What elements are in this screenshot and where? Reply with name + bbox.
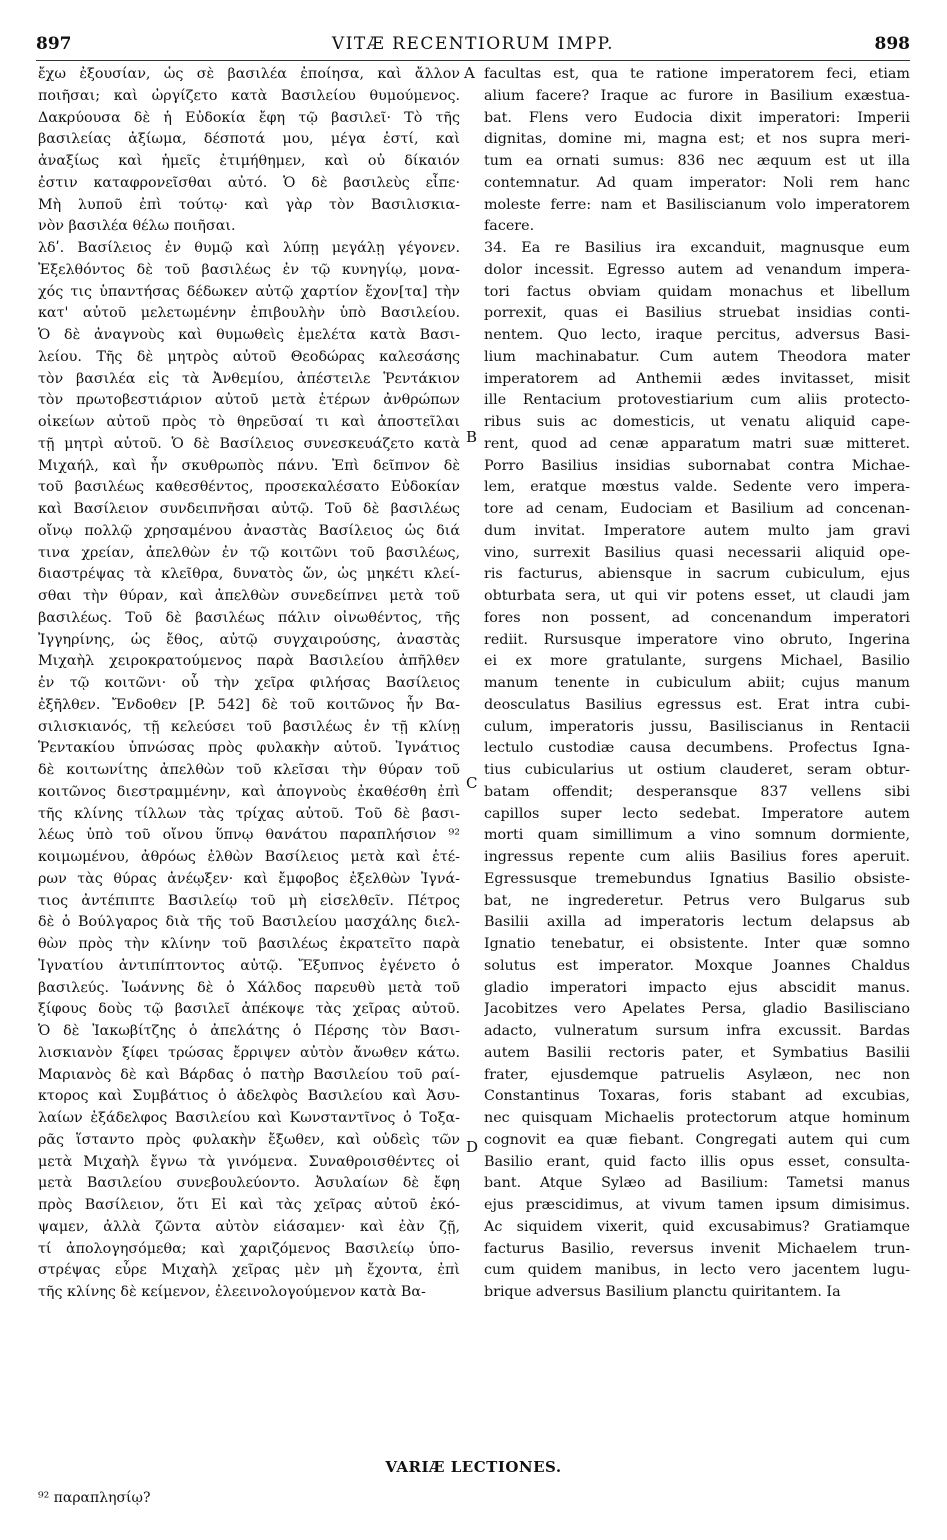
text-line: κτορος καὶ Συμβάτιος ὁ ἀδελφὸς Βασιλείου καὶ Ἀσυ- (38, 1088, 460, 1105)
text-line: Μαριανὸς δὲ καὶ Βάρδας ὁ πατὴρ Βασιλείου τοῦ ραί- (38, 1066, 460, 1083)
greek-column (38, 64, 460, 1304)
text-line: alium facere? Iraque ac furore in Basilium exæstua- (484, 87, 910, 104)
text-line: ejus præscidimus, at vivum tamen ipsum dimisimus. (484, 1197, 910, 1213)
text-line: nec quisquam Michaelis protectorum atque hominum (484, 1110, 910, 1126)
text-line: 34. Ea re Basilius ira excanduit, magnusque eum (484, 240, 910, 256)
header-rule (36, 60, 910, 61)
text-line: λδʹ. Βασίλειος ἐν θυμῷ καὶ λύπῃ μεγάλῃ γέγονεν. (38, 240, 460, 256)
text-line: δὲ ὁ Βούλγαρος διὰ τῆς τοῦ Βασιλείου μασχάλης διελ- (38, 914, 460, 931)
text-line: οἴνῳ πολλῷ χρησαμένου ἀναστὰς Βασίλειος ὡς διά (38, 522, 460, 539)
text-line: ἐστιν καταφρονεῖσθαι αὐτό. Ὁ δὲ βασιλεὺς εἶπε· (38, 174, 460, 191)
text-line: λαίων ἐξάδελφος Βασιλείου καὶ Κωνσταντῖνος ὁ Τοξα- (38, 1110, 460, 1126)
text-line: dum invitat. Imperatore autem multo jam gravi (484, 522, 910, 539)
text-line: batam offendit; desperansque 837 vellens sibi (484, 783, 910, 800)
text-line: porrexit, quas ei Basilius struebat insidias conti- (484, 305, 910, 322)
text-line: πρὸς Βασίλειον, ὅτι Εἰ καὶ τὰς χεῖρας αὐτοῦ ἐκό- (38, 1197, 460, 1213)
text-line: τοῦ βασιλέως καθεσθέντος, προσεκαλέσατο Εὐδοκίαν (38, 479, 460, 496)
text-line: Ὁ δὲ ἀναγνοὺς καὶ θυμωθεὶς ἐμελέτα κατὰ Βασι- (38, 327, 460, 343)
text-line: τιος ἀντέπιπτε Βασιλείῳ τοῦ μὴ εἰσελθεῖν. Πέτρος (38, 892, 460, 909)
text-line: fores non possent, ad concenandum imperatori (484, 609, 910, 626)
text-line: rediit. Rursusque imperatore vino obruto, Ingerina (484, 631, 910, 648)
text-line: ἔχω ἐξουσίαν, ὡς σὲ βασιλέα ἐποίησα, καὶ ἄλλον (38, 66, 460, 82)
text-line: ingressus repente cum aliis Basilius fores aperuit. (484, 849, 910, 865)
text-line: bant. Atque Sylæo ad Basilium: Tametsi manus (484, 1175, 910, 1192)
footnote: ⁹² παραπλησίῳ? (38, 1490, 151, 1506)
text-line: culum, imperatoris jussu, Basiliscianus in Rentacii (484, 718, 910, 735)
text-line: ille Rentacium protovestiarium cum aliis protecto- (484, 392, 910, 409)
text-line: tori factus obviam quidam monachus et libellum (484, 283, 910, 300)
text-line: tum ea ornati sumus: 836 nec æquum est ut illa (484, 153, 910, 169)
text-line: lem, eratque mœstus valde. Sedente vero impera- (484, 479, 910, 496)
text-line: οἰκείων αὐτοῦ πρὸς τὸ θηρεῦσαί τι καὶ ἀποστεῖλαι (38, 414, 460, 430)
text-line: ἐν τῷ κοιτῶνι· οὗ τὴν χεῖρα φιλήσας Βασίλειος (38, 675, 460, 691)
text-line: contemnatur. Ad quam imperator: Noli rem hanc (484, 174, 910, 191)
text-line: τὸν βασιλέα εἰς τὰ Ἀνθεμίου, ἀπέστειλε Ῥεντάκιον (38, 370, 460, 387)
text-line: Porro Basilius insidias subornabat contra Michae- (484, 457, 910, 474)
text-line: lium machinabatur. Cum autem Theodora mater (484, 348, 910, 365)
text-line: σθαι τὴν θύραν, καὶ ἀπελθὼν συνεδείπνει μετὰ τοῦ (38, 588, 460, 604)
text-line: morti quam simillimum a vino somnum dormiente, (484, 827, 910, 844)
text-line: τῆς κλίνης δὲ κείμενον, ἐλεεινολογούμενον κατὰ Βα- (38, 1284, 426, 1300)
text-line: bat, ne ingrederetur. Petrus vero Bulgarus sub (484, 892, 910, 909)
text-line: λισκιανὸν ξίφει τρώσας ἔρριψεν αὐτὸν ἄνωθεν κάτω. (38, 1044, 460, 1061)
text-line: gladio imperatori impacto ejus abscidit manus. (484, 979, 910, 996)
text-line: βασιλεύς. Ἰωάννης δὲ ὁ Χάλδος παρευθὺ μετὰ τοῦ (38, 979, 460, 996)
text-line: capillos super lecto sedebat. Imperatore autem (484, 805, 910, 822)
text-line: διαστρέψας τὰ κλεῖθρα, δυνατὸς ὤν, ὡς μηκέτι κλεί- (38, 566, 460, 583)
text-line: nentem. Quo lecto, iraque percitus, adversus Basi- (484, 327, 910, 343)
text-line: frater, ejusdemque patruelis Asylæon, nec non (484, 1066, 910, 1083)
text-line: Ἰγνατίου ἀντιπίπτοντος αὐτῷ. Ἔξυπνος ἐγένετο ὁ (38, 957, 460, 974)
text-line: Ignatio tenebatur, ei obsistente. Inter quæ somno (484, 936, 910, 952)
section-marker-b: B (466, 428, 478, 446)
text-line: solutus est imperator. Moxque Joannes Chaldus (484, 957, 910, 974)
text-line: tius cubicularius ut ostium clauderet, seram obtur- (484, 762, 910, 778)
section-marker-d: D (466, 1138, 479, 1156)
latin-column (484, 64, 910, 1304)
text-line: Basilii axilla ad imperatoris lectum delapsus ab (484, 914, 910, 931)
text-line: στρέψας εὗρε Μιχαὴλ χεῖρας μὲν μὴ ἔχοντα, ἐπὶ (38, 1262, 460, 1279)
text-line: ἐξῆλθεν. Ἔνδοθεν [P. 542] δὲ τοῦ κοιτῶνος ἦν Βα- (38, 696, 460, 713)
section-marker-a: A (464, 64, 475, 82)
text-line: ρᾶς ἵσταντο πρὸς φυλακὴν ἔξωθεν, καὶ οὐδεὶς τῶν (38, 1131, 460, 1148)
text-line: λείου. Τῆς δὲ μητρὸς αὐτοῦ Θεοδώρας καλεσάσης (38, 348, 460, 365)
page-number-left: 897 (36, 34, 72, 54)
text-line: Jacobitzes vero Apelates Persa, gladio Basilisciano (484, 1001, 910, 1018)
text-line: ei ex more gratulante, surgens Michael, Basilio (484, 653, 910, 670)
text-line: dignitas, domine mi, magna est; et nos supra meri- (484, 131, 910, 148)
text-line: τῆς κλίνης τίλλων τὰς τρίχας αὐτοῦ. Τοῦ δὲ βασι- (38, 805, 460, 822)
text-line: moleste ferre: nam et Basiliscianum volo imperatorem (484, 196, 910, 213)
text-line: τί ἀπολογησόμεθα; καὶ χαριζόμενος Βασιλείῳ ὑπο- (38, 1240, 460, 1257)
text-line: θὼν πρὸς τὴν κλίνην τοῦ βασιλέως ἐκρατεῖτο παρὰ (38, 936, 460, 952)
text-line: κοιμωμένου, ἀθρόως ἐλθὼν Βασίλειος μετὰ καὶ ἑτέ- (38, 849, 460, 865)
text-line: λέως ὑπὸ τοῦ οἴνου ὕπνῳ θανάτου παραπλήσιον ⁹² (38, 827, 460, 844)
text-line: ποιῆσαι; καὶ ὠργίζετο κατὰ Βασιλείου θυμούμενος. (38, 87, 460, 104)
text-line: imperatorem ad Anthemii ædes invitasset, misit (484, 370, 910, 387)
text-line: σιλισκιανός, τῇ κελεύσει τοῦ βασιλέως ἐν τῇ κλίνῃ (38, 718, 460, 735)
text-line: cognovit ea quæ fiebant. Congregati autem qui cum (484, 1131, 910, 1148)
running-header (36, 34, 910, 58)
text-line: χός τις ὑπαντήσας δέδωκεν αὐτῷ χαρτίον ἔχον[τα] τὴν (38, 283, 460, 300)
text-line: facere. (484, 218, 535, 235)
text-line: μετὰ Βασιλείου συνεβουλεύοντο. Ἀσυλαίων δὲ ἔφη (38, 1175, 460, 1192)
text-line: ribus suis ac domesticis, ut venatu aliquid cape- (484, 414, 910, 430)
variae-lectiones-heading: VARIÆ LECTIONES. (385, 1458, 562, 1476)
section-marker-c: C (466, 774, 478, 792)
text-line: τινα χρείαν, ἀπελθὼν ἐν τῷ κοιτῶνι τοῦ βασιλέως, (38, 544, 460, 561)
text-line: dolor incessit. Egresso autem ad venandum impera- (484, 261, 910, 278)
text-line: obturbata sera, ut qui vir potens esset, ut claudi jam (484, 588, 910, 604)
text-line: Μιχαήλ, καὶ ἦν σκυθρωπὸς πάνυ. Ἐπὶ δεῖπνον δὲ (38, 457, 460, 474)
text-line: facultas est, qua te ratione imperatorem feci, etiam (484, 66, 910, 82)
text-line: τῇ μητρὶ αὐτοῦ. Ὁ δὲ Βασίλειος συνεσκευάζετο κατὰ (38, 435, 460, 452)
text-line: Ἐξελθόντος δὲ τοῦ βασιλέως ἐν τῷ κυνηγίῳ, μονα- (38, 261, 460, 278)
text-line: manum tenente in cubiculum abiit; cujus manum (484, 675, 910, 691)
text-line: βασιλείας ἀξίωμα, δέσποτά μου, μέγα ἐστί, καὶ (38, 131, 460, 148)
text-line: ἀναξίως καὶ ἡμεῖς ἐτιμήθημεν, καὶ οὐ δίκαιόν (38, 153, 460, 169)
text-line: adacto, vulneratum sursum infra excussit. Bardas (484, 1023, 910, 1039)
text-line: νὸν βασιλέα θέλω ποιῆσαι. (38, 218, 236, 235)
text-line: ψαμεν, ἀλλὰ ζῶντα αὐτὸν εἰάσαμεν· καὶ ἐὰν ζῇ, (38, 1218, 460, 1235)
text-line: δὲ κοιτωνίτης ἀπελθὼν τοῦ κλεῖσαι τὴν θύραν τοῦ (38, 762, 460, 778)
text-line: facturus Basilio, reversus invenit Michaelem trun- (484, 1240, 910, 1257)
text-line: βασιλέως. Τοῦ δὲ βασιλέως πάλιν οἰνωθέντος, τῆς (38, 609, 460, 626)
text-line: brique adversus Basilium planctu quiritantem. Ia (484, 1284, 841, 1300)
text-line: Μιχαὴλ χειροκρατούμενος παρὰ Βασιλείου ἀπῆλθεν (38, 653, 460, 670)
page-number-right: 898 (874, 34, 910, 54)
text-line: κατ' αὐτοῦ μελετωμένην ἐπιβουλὴν ὑπὸ Βασιλείου. (38, 305, 460, 322)
text-line: ρων τὰς θύρας ἀνέῳξεν· καὶ ἔμφοβος ἐξελθὼν Ἰγνά- (38, 870, 460, 887)
text-line: cum quidem manibus, in lecto vero jacentem lugu- (484, 1262, 910, 1279)
text-line: tore ad cenam, Eudociam et Basilium ad concenan- (484, 501, 910, 517)
text-line: μετὰ Μιχαὴλ ἔγνω τὰ γινόμενα. Συναθροισθέντες οἱ (38, 1153, 460, 1170)
text-line: Ἰγγηρίνης, ὡς ἔθος, αὐτῷ συγχαιρούσης, ἀναστὰς (38, 631, 460, 648)
text-line: τὸν πρωτοβεστιάριον αὐτοῦ μετὰ ἑτέρων ἀνθρώπων (38, 392, 460, 409)
text-line: vino, surrexit Basilius quasi necessarii aliquid ope- (484, 544, 910, 561)
text-line: rent, quod ad cenæ apparatum matri suæ mitteret. (484, 435, 910, 452)
running-title: VITÆ RECENTIORUM IMPP. (331, 34, 615, 54)
text-line: Egressusque tremebundus Ignatius Basilio obsiste- (484, 870, 910, 887)
text-line: deosculatus Basilius egressus est. Erat intra cubi- (484, 696, 910, 713)
text-line: autem Basilii rectoris pater, et Symbatius Basilii (484, 1044, 910, 1061)
text-line: Μὴ λυποῦ ἐπὶ τούτῳ· καὶ γὰρ τὸν Βασιλισκια- (38, 196, 460, 213)
text-line: bat. Flens vero Eudocia dixit imperatori: Imperii (484, 109, 910, 126)
text-line: Δακρύουσα δὲ ἡ Εὐδοκία ἔφη τῷ βασιλεῖ· Τὸ τῆς (38, 109, 460, 126)
text-line: Constantinus Toxaras, foris stabant ad excubias, (484, 1088, 910, 1105)
text-line: Ῥεντακίου ὑπνώσας πρὸς φυλακὴν αὐτοῦ. Ἰγνάτιος (38, 740, 460, 757)
text-line: Ac siquidem vixerit, quid excusabimus? Gratiamque (484, 1218, 910, 1235)
text-line: κοιτῶνος διεστραμμένην, καὶ ἀπογνοὺς ἐκαθέσθη ἐπὶ (38, 783, 460, 800)
text-line: Basilio erant, quid facto illis opus esset, consulta- (484, 1153, 910, 1170)
text-line: ξίφους δοὺς τῷ βασιλεῖ ἀπέκοψε τὰς χεῖρας αὐτοῦ. (38, 1001, 460, 1018)
text-line: καὶ Βασίλειον συνδειπνῆσαι αὐτῷ. Τοῦ δὲ βασιλέως (38, 501, 460, 517)
text-line: lectulo custodiæ causa decumbens. Profectus Igna- (484, 740, 910, 757)
text-line: ris facturus, abiensque in sacrum cubiculum, ejus (484, 566, 910, 583)
text-line: Ὁ δὲ Ἰακωβίτζης ὁ ἀπελάτης ὁ Πέρσης τὸν Βασι- (38, 1023, 460, 1039)
